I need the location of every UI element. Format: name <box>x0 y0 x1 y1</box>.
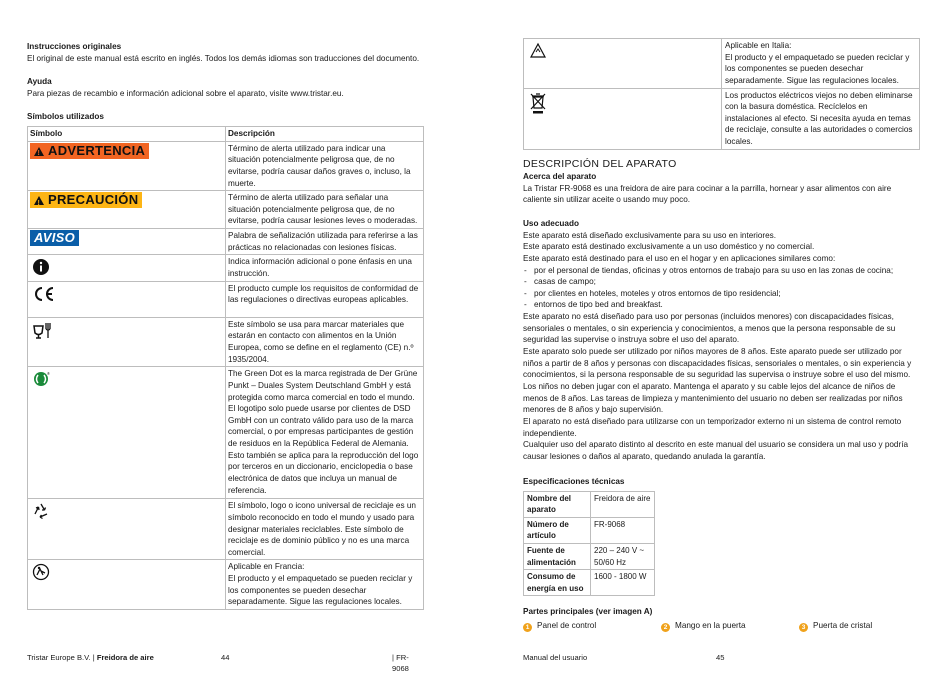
warning-triangle-icon <box>34 196 44 205</box>
row-description: Término de alerta utilizado para señalar una situación potencialmente peligrosa que, de no evitarse, podría causar lesiones leves o moderadas. <box>226 191 424 229</box>
caution-badge: !PRECAUCIÓN <box>30 192 142 208</box>
table-row: Fuente de alimentación 220 – 240 V ~ 50/60 Hz <box>524 544 655 570</box>
table-row <box>28 255 424 281</box>
triman-icon <box>32 563 50 581</box>
table-row <box>28 499 424 560</box>
number-badge-icon: 2 <box>661 623 670 632</box>
list-item: - por clientes en hoteles, moteles y otros entornos de tipo residencial; <box>523 288 920 300</box>
table-row: Consumo de energía en uso 1600 - 1800 W <box>524 570 655 596</box>
number-badge-icon: 3 <box>799 623 808 632</box>
row-description: Aplicable en Italia: El producto y el empaquetado se pueden reciclar y los componentes se pueden desechar separadamente. Sigue las regulaciones locales. <box>722 39 920 89</box>
table-row <box>28 229 424 255</box>
list-item: - casas de campo; <box>523 276 920 288</box>
part-item: 1 Panel de control <box>523 620 596 632</box>
table-row <box>28 317 424 367</box>
about-title: Acerca del aparato <box>523 172 597 181</box>
row-description: Aplicable en Francia: El producto y el empaquetado se pueden reciclar y los componentes se pueden desechar separadamente. Sigue las regulaciones locales. <box>226 560 424 610</box>
use-title: Uso adecuado <box>523 219 579 228</box>
use-text: Este aparato no está diseñado para uso por personas (incluidos menores) con discapacidades físicas, sensoriales o mentales, o sin experiencia y conocimientos, a menos que la persona responsable de su seguridad las supervise o instruya sobre el uso del aparato. Este aparato solo puede ser utilizado por niños mayores de 8 años. Este aparato puede ser utilizado por niños a partir de 8 años y personas con discapacidades físicas, sensoriales o mentales, o sin experiencia y conocimientos, si la persona responsable de su seguridad las supervisa o instruye sobre el uso del mismo. Los niños no deben jugar con el aparato. Mantenga el aparato y su cable lejos del alcance de niños de menos de 8 años. Las tareas de limpieza y mantenimiento del usuario no deben ser realizadas por niños menores de 8 años y bajo supervisión. El aparato no está diseñado para utilizarse con un temporizador externo ni un sistema de control remoto independiente. Cualquier uso del aparato distinto al descrito en este manual del usuario se considera un mal uso y podría causar lesiones o daños al aparato, quedando anulada la garantía. <box>523 312 912 461</box>
row-description: Palabra de señalización utilizada para referirse a las prácticas no relacionadas con lesiones físicas. <box>226 229 424 255</box>
spec-table <box>523 491 655 597</box>
row-description: El producto cumple los requisitos de conformidad de las regulaciones o directivas europeas aplicables. <box>226 281 424 317</box>
recycling-icon <box>32 502 50 520</box>
instructions-title: Instrucciones originales <box>27 42 122 51</box>
list-item: - entornos de tipo bed and breakfast. <box>523 299 920 311</box>
ce-mark-icon <box>32 285 56 303</box>
right-footer <box>523 653 920 664</box>
footer-manual: Manual del usuario <box>523 653 588 662</box>
help-text: Para piezas de recambio e información adicional sobre el aparato, visite www.tristar.eu. <box>27 88 344 98</box>
warning-triangle-icon <box>34 147 44 156</box>
col-symbol: Símbolo <box>28 127 226 142</box>
row-description: The Green Dot es la marca registrada de Der Grüne Punkt – Duales System Deutschland GmbH y está protegida como marca comercial en todo el mundo. El logotipo solo puede usarse por clientes de DSD GmbH con un contrato válido para uso de la marca comercial, o por empresas participantes de gestión de residuos en la República Federal de Alemania. Esto también se aplica para la reproducción del logo por terceros en un diccionario, enciclopedia o base electrónica de datos que incluya un manual de referencia. <box>226 367 424 499</box>
row-description: Indica información adicional o pone énfasis en una instrucción. <box>226 255 424 281</box>
footer-model: | FR-9068 <box>392 653 409 673</box>
table-row: Nombre del aparato Freidora de aire <box>524 491 655 517</box>
use-line: Este aparato está diseñado exclusivamente para su uso en interiores. <box>523 230 777 240</box>
col-description: Descripción <box>226 127 424 142</box>
right-page <box>523 0 920 663</box>
info-icon <box>32 258 50 276</box>
footer-product: Freidora de aire <box>96 653 154 662</box>
row-description: El símbolo, logo o icono universal de reciclaje es un símbolo reconocido en todo el mundo y usado para designar materiales reciclables. Este símbolo de reciclaje es de dominio público y no es una marca comercial. <box>226 499 424 560</box>
help-title: Ayuda <box>27 77 52 86</box>
list-item: - por el personal de tiendas, oficinas y otros entornos de trabajo para su uso en las zonas de cocina; <box>523 265 920 277</box>
green-dot-icon <box>32 370 52 388</box>
instructions-text: El original de este manual está escrito en inglés. Todos los demás idiomas son traducciones del documento. <box>27 53 420 63</box>
row-description: Término de alerta utilizado para indicar una situación potencialmente peligrosa que, de no evitarse, podría causar daños graves o, incluso, la muerte. <box>226 141 424 191</box>
table-row <box>28 281 424 317</box>
footer-page-number: 44 <box>221 653 230 662</box>
row-description: Los productos eléctricos viejos no deben eliminarse con la basura doméstica. Recíclelos en instalaciones al efecto. Si necesita ayuda en temas de reciclaje, consulte a las autoridades o comercios locales. <box>722 88 920 149</box>
spec-title: Especificaciones técnicas <box>523 477 625 486</box>
use-line: Este aparato está destinado para el uso en el hogar y en aplicaciones similares como: <box>523 253 836 263</box>
weee-bin-icon <box>529 92 547 114</box>
table-row <box>28 141 424 191</box>
part-item: 2 Mango en la puerta <box>661 620 746 632</box>
italy-recycle-icon <box>529 42 547 60</box>
use-line: Este aparato está destinado exclusivamente a un uso doméstico y no comercial. <box>523 242 815 252</box>
svg-text:®: ® <box>47 371 50 377</box>
disposal-table <box>523 38 920 150</box>
section-title: DESCRIPCIÓN DEL APARATO <box>523 158 677 170</box>
table-row <box>28 560 424 610</box>
table-row <box>524 39 920 89</box>
symbols-title: Símbolos utilizados <box>27 112 104 121</box>
number-badge-icon: 1 <box>523 623 532 632</box>
notice-badge: AVISO <box>30 230 79 246</box>
table-row: Número de artículo FR-9068 <box>524 517 655 543</box>
left-page <box>27 0 424 673</box>
row-description: Este símbolo se usa para marcar materiales que estarán en contacto con alimentos en la Unión Europea, como se define en el reglamento (CE) n.º 1935/2004. <box>226 317 424 367</box>
left-footer: Tristar Europe B.V. | Freidora de aire 44 | FR-9068 <box>27 653 424 664</box>
about-text: La Tristar FR-9068 es una freidora de aire para cocinar a la parrilla, hornear y asar alimentos con aire caliente sin utilizar aceite o usando muy poco. <box>523 183 892 205</box>
warning-badge: !ADVERTENCIA <box>30 143 149 159</box>
parts-title: Partes principales (ver imagen A) <box>523 607 653 616</box>
part-item: 3 Puerta de cristal <box>799 620 872 632</box>
food-contact-icon <box>32 321 52 339</box>
table-row <box>524 88 920 149</box>
table-row <box>28 191 424 229</box>
table-row <box>28 367 424 499</box>
footer-page-number: 45 <box>716 653 725 662</box>
footer-company: Tristar Europe B.V. <box>27 653 91 662</box>
symbols-table <box>27 126 424 610</box>
